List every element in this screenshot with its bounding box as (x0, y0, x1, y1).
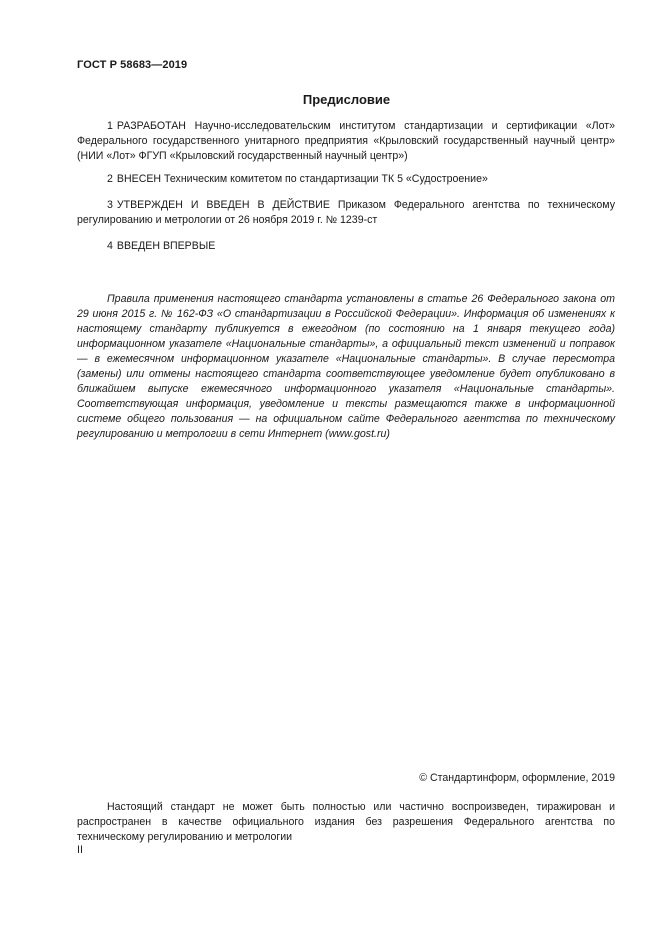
foreword-item-1 (77, 119, 615, 164)
page-number: II (77, 844, 83, 856)
item-number: 3 (107, 199, 113, 211)
item-text: ВВЕДЕН ВПЕРВЫЕ (116, 240, 216, 252)
item-number: 1 (107, 120, 113, 132)
foreword-item-4 (77, 239, 615, 254)
foreword-item-3 (77, 198, 615, 228)
item-text: УТВЕРЖДЕН И ВВЕДЕН В ДЕЙСТВИЕ Приказом Федерального агентства по техническому регулированию и метрологии от 26 ноября 2019 г. № 1239-ст (77, 199, 615, 226)
footer-paragraph (77, 800, 615, 845)
document-id: ГОСТ Р 58683—2019 (77, 59, 188, 71)
footer-text: Настоящий стандарт не может быть полностью или частично воспроизведен, тиражирован и распространен в качестве официального издания без разрешения Федерального агентства по техническому регулированию и метрологии (77, 801, 615, 843)
foreword-item-2 (77, 172, 615, 187)
copyright-line: © Стандартинформ, оформление, 2019 (419, 772, 615, 784)
item-text: РАЗРАБОТАН Научно-исследовательским институтом стандартизации и сертификации «Лот» Федерального государственного унитарного предприятия «Крыловский государственный научный центр» (НИИ «Лот» ФГУП «Крыловский государственный научный центр») (77, 120, 615, 162)
item-number: 2 (107, 173, 113, 185)
page-title: Предисловие (302, 92, 391, 107)
item-number: 4 (107, 240, 113, 252)
item-text: ВНЕСЕН Техническим комитетом по стандартизации ТК 5 «Судостроение» (116, 173, 488, 185)
notice-text: Правила применения настоящего стандарта установлены в статье 26 Федерального закона от 29 июня 2015 г. № 162-ФЗ «О стандартизации в Российской Федерации». Информация об изменениях к настоящему стандарту публикуется в ежегодном (по состоянию на 1 января текущего года) информационном указателе «Национальные стандарты», а официальный текст изменений и поправок — в ежемесячном информационном указателе «Национальные стандарты». В случае пересмотра (замены) или отмены настоящего стандарта соответствующее уведомление будет опубликовано в ближайшем выпуске ежемесячного информационного указателя «Национальные стандарты». Соответствующая информация, уведомление и тексты размещаются также в информационной системе общего пользования — на официальном сайте Федерального агентства по техническому регулированию и метрологии в сети Интернет (www.gost.ru) (77, 293, 615, 440)
notice-paragraph (77, 292, 615, 442)
